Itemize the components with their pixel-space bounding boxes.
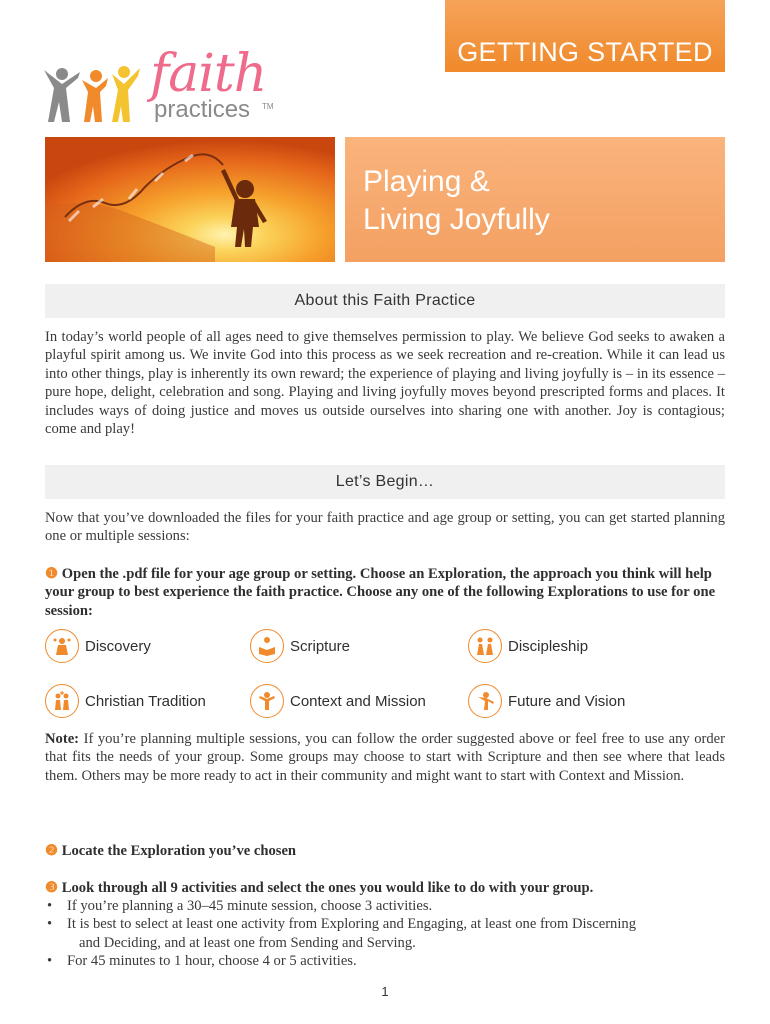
note-paragraph: [45, 730, 725, 785]
page-number: 1: [381, 984, 389, 999]
bullet-text: For 45 minutes to 1 hour, choose 4 or 5 activities.: [67, 953, 357, 970]
step-1-text: Open the .pdf file for your age group or setting. Choose an Exploration, the approach you think will help your group to best experience the faith practice. Choose any one of the following Explorations to use for one session:: [45, 566, 716, 619]
step-3-number: ❸: [45, 880, 59, 896]
note-label: Note:: [45, 731, 80, 747]
activity-bullet-list: [45, 897, 725, 971]
step-2-text: Locate the Exploration you’ve chosen: [61, 843, 297, 859]
step-2-number: ❷: [45, 843, 59, 859]
people-figures-icon: [40, 60, 150, 130]
hero-title-line-2: Living Joyfully: [363, 203, 550, 236]
exploration-label: Context and Mission: [290, 692, 426, 710]
exploration-context-mission: [250, 683, 426, 719]
exploration-label: Scripture: [290, 637, 351, 655]
future-vision-icon: [468, 684, 502, 718]
bullet-text: If you’re planning a 30–45 minute session, choose 3 activities.: [67, 898, 433, 914]
discovery-icon: [45, 629, 79, 663]
header-rule: [445, 70, 725, 72]
note-text: If you’re planning multiple sessions, you can follow the order suggested above or feel free to use any order that fits the needs of your group. Some groups may choose to start with Scripture and then see where that leads them. Others may be more ready to act in their community and might want to start with Context and Mission.: [45, 731, 725, 784]
exploration-label: Discipleship: [508, 637, 589, 655]
about-paragraph: In today’s world people of all ages need to give themselves permission to play. We believe God seeks to awaken a playful spirit among us. We invite God into this process as we seek recreation and re-creation. While it can lead us into other things, play is inherently its own reward; the experience of playing and living joyfully is – in its essence – pure hope, delight, celebration and song. Playing and living joyfully moves beyond prescripted forms and places. It includes ways of doing justice and moves us outside ourselves into sharing one with another. Joy is contagious; come and play!: [45, 329, 725, 438]
list-item: [45, 897, 725, 915]
context-mission-icon: [250, 684, 284, 718]
step-2: [45, 842, 725, 860]
step-3-text: Look through all 9 activities and select the ones you would like to do with your group.: [61, 880, 594, 896]
step-1: [45, 565, 725, 620]
list-item: [45, 952, 725, 970]
exploration-future-vision: [468, 683, 625, 719]
exploration-label: Discovery: [85, 637, 151, 655]
logo-practices-wordmark: practices: [154, 96, 251, 123]
faith-practices-logo: [40, 44, 290, 132]
discipleship-icon: [468, 629, 502, 663]
exploration-label: Christian Tradition: [85, 692, 206, 710]
exploration-christian-tradition: [45, 683, 206, 719]
scripture-icon: [250, 629, 284, 663]
hero-photo: [45, 137, 335, 262]
logo-trademark: TM: [262, 102, 274, 111]
bullet-text: It is best to select at least one activity from Exploring and Engaging, at least one from Discerning: [67, 916, 636, 933]
exploration-label: Future and Vision: [508, 692, 626, 710]
header-title: GETTING STARTED: [457, 37, 713, 67]
step-1-number: ❶: [45, 566, 59, 582]
begin-section-heading: Let’s Begin…: [45, 465, 725, 499]
child-silhouette-kite-image: [45, 137, 335, 262]
exploration-discipleship: [468, 628, 588, 664]
hero-title-line-1: Playing &: [363, 165, 490, 198]
list-item: [45, 915, 725, 952]
logo-faith-wordmark: faith: [150, 44, 267, 104]
hero-title-panel: [345, 137, 725, 262]
header-banner: [445, 0, 725, 70]
christian-tradition-icon: [45, 684, 79, 718]
step-3: [45, 879, 725, 897]
about-section-heading: About this Faith Practice: [45, 284, 725, 318]
bullet-text-continued: and Deciding, and at least one from Sending and Serving.: [79, 934, 416, 951]
begin-intro-paragraph: Now that you’ve downloaded the files for your faith practice and age group or setting, you can get started planning one or multiple sessions:: [45, 510, 725, 545]
exploration-discovery: [45, 628, 151, 664]
exploration-scripture: [250, 628, 350, 664]
